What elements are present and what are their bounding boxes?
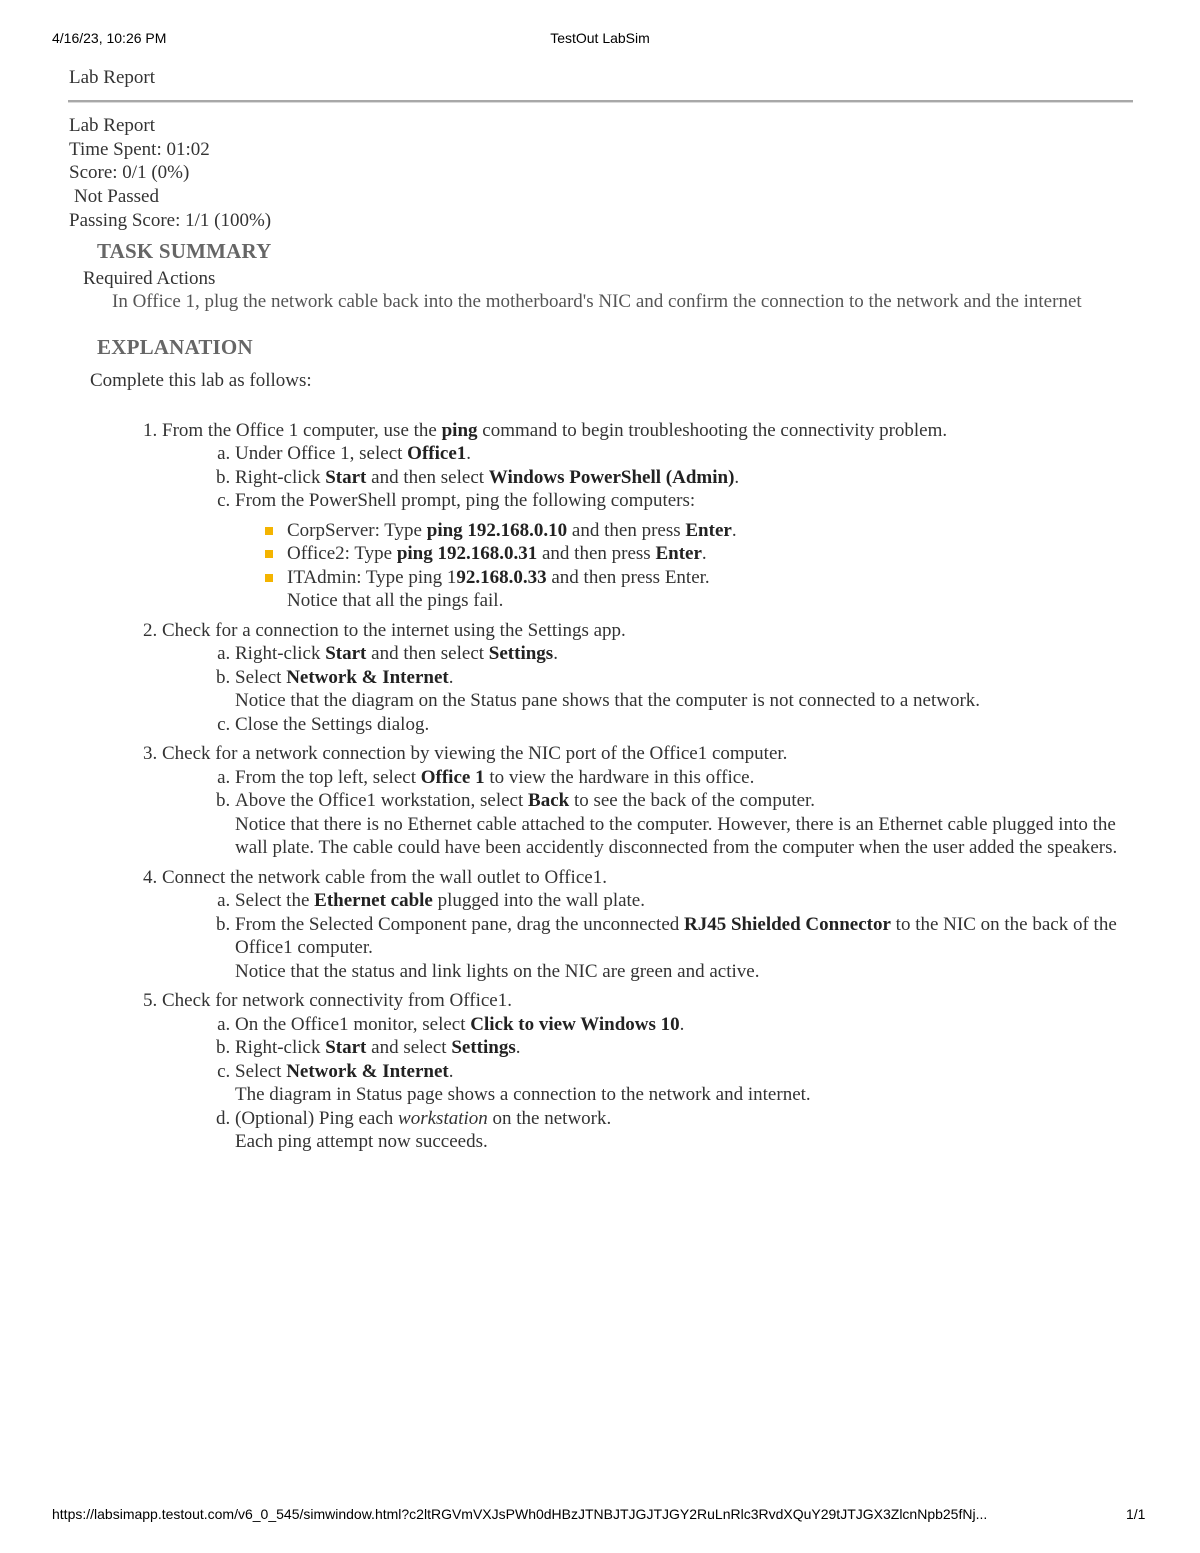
substep: c. From the PowerShell prompt, ping the following computers: CorpServer: Type ping 192.168.0.10 and then press Enter. Office2: Type ping 192.168.0.31 and then press Enter. ITAdmin: Type ping 192.168.0.33 and then press Enter. Notice that all the pings fail. bbox=[235, 489, 1133, 613]
step-3-substeps bbox=[162, 766, 1133, 860]
note: Notice that the status and link lights on the NIC are green and active. bbox=[235, 960, 760, 982]
substep: a. Select the Ethernet cable plugged into the wall plate. bbox=[235, 889, 1133, 913]
substep: b. Above the Office1 workstation, select Back to see the back of the computer. Notice that there is no Ethernet cable attached to the computer. However, there is an Ethernet cable plugged into the wall plate. The cable could have been accidently disconnected from the computer when the user added the speakers. bbox=[235, 789, 1133, 860]
required-actions-label: Required Actions bbox=[83, 267, 216, 289]
note: Notice that all the pings fail. bbox=[287, 590, 504, 612]
passing-score: Passing Score: 1/1 (100%) bbox=[69, 209, 272, 231]
report-title: Lab Report bbox=[69, 115, 156, 136]
step-4-substeps bbox=[162, 889, 1133, 983]
ping-list bbox=[235, 519, 1133, 613]
page-url: https://labsimapp.testout.com/v6_0_545/simwindow.html?c2ltRGVmVXJsPWh0dHBzJTNBJTJGJTJGY2RuLnRlc3RvdXQuY29tJTJGX3ZlcnNpb25fNj... bbox=[52, 1506, 988, 1522]
step-2-substeps bbox=[162, 642, 1133, 736]
substep: c. Select Network & Internet. The diagram in Status page shows a connection to the network and internet. bbox=[235, 1060, 1133, 1107]
required-actions-text: In Office 1, plug the network cable back into the motherboard's NIC and confirm the connection to the network and the internet bbox=[112, 290, 1082, 312]
note: Notice that there is no Ethernet cable attached to the computer. However, there is an Ethernet cable plugged into the wall plate. The cable could have been accidently disconnected from the computer when the user added the speakers. bbox=[235, 813, 1118, 859]
substep: a. Under Office 1, select Office1. bbox=[235, 442, 1133, 466]
bullet-item: CorpServer: Type ping 192.168.0.10 and then press Enter. bbox=[287, 519, 1133, 543]
time-spent: Time Spent: 01:02 bbox=[69, 138, 210, 160]
steps-list bbox=[69, 419, 1133, 1154]
score: Score: 0/1 (0%) bbox=[69, 162, 190, 184]
step-3: 3. Check for a network connection by viewing the NIC port of the Office1 computer. a. From the top left, select Office 1 to view the hardware in this office. b. Above the Office1 workstation, select Back to see the back of the computer. Notice that there is no Ethernet cable attached to the computer. However, there is an Ethernet cable plugged into the wall plate. The cable could have been accidently disconnected from the computer when the user added the speakers. bbox=[162, 742, 1133, 860]
step-5-substeps bbox=[162, 1013, 1133, 1154]
explanation-intro: Complete this lab as follows: bbox=[90, 369, 312, 391]
substep: c. Close the Settings dialog. bbox=[235, 713, 1133, 737]
step-4: 4. Connect the network cable from the wall outlet to Office1. a. Select the Ethernet cable plugged into the wall plate. b. From the Selected Component pane, drag the unconnected RJ45 Shielded Connector to the NIC on the back of the Office1 computer. Notice that the status and link lights on the NIC are green and active. bbox=[162, 866, 1133, 984]
substep: a. On the Office1 monitor, select Click to view Windows 10. bbox=[235, 1013, 1133, 1037]
page-heading: Lab Report bbox=[69, 67, 156, 88]
score-summary bbox=[69, 114, 1133, 233]
step-5: 5. Check for network connectivity from Office1. a. On the Office1 monitor, select Click to view Windows 10. b. Right-click Start and select Settings. c. Select Network & Internet. The diagram in Status page shows a connection to the network and internet. d. (Optional) Ping each workstation on the network. Each ping attempt now succeeds. bbox=[162, 989, 1133, 1154]
substep: a. Right-click Start and then select Settings. bbox=[235, 642, 1133, 666]
bullet-item: ITAdmin: Type ping 192.168.0.33 and then press Enter. Notice that all the pings fail. bbox=[287, 566, 1133, 613]
lab-report-page bbox=[69, 66, 1133, 1160]
divider bbox=[68, 100, 1133, 103]
step-1: 1. From the Office 1 computer, use the ping command to begin troubleshooting the connectivity problem. a. Under Office 1, select Office1. b. Right-click Start and then select Windows PowerShell (Admin). c. From the PowerShell prompt, ping the following computers: CorpServer: Type ping 192.168.0.10 and then press Enter. Office2: Type ping 192.168.0.31 and then press Enter. ITAdmin: Type ping 192.168.0.33 and then press Enter. Notice that all the pings fail. bbox=[162, 419, 1133, 613]
bullet-item: Office2: Type ping 192.168.0.31 and then press Enter. bbox=[287, 542, 1133, 566]
substep: b. Select Network & Internet. Notice that the diagram on the Status pane shows that the computer is not connected to a network. bbox=[235, 666, 1133, 713]
explanation-heading: EXPLANATION bbox=[97, 334, 253, 359]
substep: b. Right-click Start and select Settings. bbox=[235, 1036, 1133, 1060]
substep: b. Right-click Start and then select Windows PowerShell (Admin). bbox=[235, 466, 1133, 490]
step-2: 2. Check for a connection to the internet using the Settings app. a. Right-click Start and then select Settings. b. Select Network & Internet. Notice that the diagram on the Status pane shows that the computer is not connected to a network. c. Close the Settings dialog. bbox=[162, 619, 1133, 737]
note: The diagram in Status page shows a connection to the network and internet. bbox=[235, 1084, 811, 1106]
status-badge: Not Passed bbox=[74, 186, 159, 208]
page-number: 1/1 bbox=[1126, 1506, 1146, 1522]
print-datetime: 4/16/23, 10:26 PM bbox=[52, 30, 167, 46]
substep: b. From the Selected Component pane, drag the unconnected RJ45 Shielded Connector to the NIC on the back of the Office1 computer. Notice that the status and link lights on the NIC are green and active. bbox=[235, 913, 1133, 984]
task-summary-heading: TASK SUMMARY bbox=[97, 238, 272, 263]
substep: d. (Optional) Ping each workstation on the network. Each ping attempt now succeeds. bbox=[235, 1107, 1133, 1154]
print-site-title: TestOut LabSim bbox=[550, 30, 650, 46]
step-1-substeps bbox=[162, 442, 1133, 613]
note: Notice that the diagram on the Status pane shows that the computer is not connected to a network. bbox=[235, 690, 981, 712]
note: Each ping attempt now succeeds. bbox=[235, 1131, 488, 1153]
substep: a. From the top left, select Office 1 to view the hardware in this office. bbox=[235, 766, 1133, 790]
